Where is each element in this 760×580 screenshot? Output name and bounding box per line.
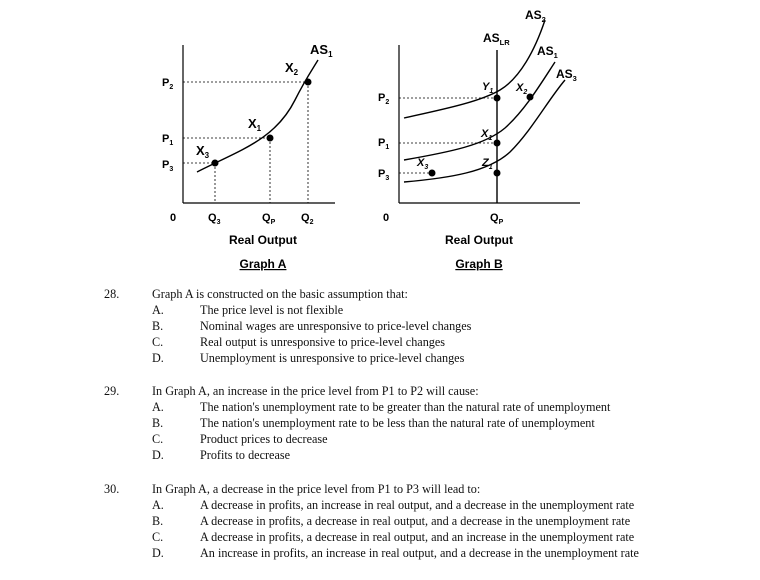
graph-a-qp-label: $Q_P$ xyxy=(262,212,276,226)
graph-b-title: Graph B xyxy=(455,257,503,271)
graph-b-point-x2 xyxy=(527,94,534,101)
option-text: Unemployment is unresponsive to price-level changes xyxy=(200,351,465,365)
graph-b-p1-label: $P_1$ xyxy=(378,137,390,151)
option-letter: C. xyxy=(152,530,164,544)
option-text: Nominal wages are unresponsive to price-level changes xyxy=(200,319,472,333)
option-text: An increase in profits, an increase in real output, and a decrease in the unemployment rate xyxy=(200,546,639,560)
graph-b-as1-label: $AS_1$ xyxy=(537,44,558,60)
graph-a-p2-label: $P_2$ xyxy=(162,77,174,91)
graph-a-x1-label: $X_1$ xyxy=(248,116,262,133)
graph-a-q3-label: $Q_3$ xyxy=(208,212,221,226)
option-letter: D. xyxy=(152,351,164,365)
graph-a-point-x3 xyxy=(212,160,219,167)
option-text: A decrease in profits, an increase in real output, and a decrease in the unemployment rate xyxy=(200,498,635,512)
graph-b-y1-label: $Y_1$ xyxy=(482,81,494,95)
graph-a-point-x2 xyxy=(305,79,312,86)
graph-a-x2-label: $X_2$ xyxy=(285,60,299,77)
option-letter: A. xyxy=(152,400,164,414)
option-letter: C. xyxy=(152,432,164,446)
option-text: A decrease in profits, a decrease in real output, and a decrease in the unemployment rate xyxy=(200,514,631,528)
question-number: 29. xyxy=(104,384,120,398)
option-letter: A. xyxy=(152,303,164,317)
graph-b-p3-label: $P_3$ xyxy=(378,168,390,182)
graph-b-as2-curve xyxy=(404,20,545,118)
graphs-figure xyxy=(0,0,760,285)
graph-a-as1-curve xyxy=(197,60,318,172)
graph-b xyxy=(378,8,580,271)
graph-a-as1-label: $AS_1$ xyxy=(310,42,333,59)
option-text: The nation's unemployment rate to be less than the natural rate of unemployment xyxy=(200,416,595,430)
graph-b-point-x1 xyxy=(494,140,501,147)
option-letter: B. xyxy=(152,514,164,528)
graph-b-qp-label: $Q_P$ xyxy=(490,212,504,226)
option-text: The price level is not flexible xyxy=(200,303,344,317)
graph-a-axis-label: Real Output xyxy=(229,233,297,247)
graph-b-origin: 0 xyxy=(383,212,390,224)
question-number: 30. xyxy=(104,482,120,496)
graph-b-p2-label: $P_2$ xyxy=(378,92,390,106)
graph-a-title: Graph A xyxy=(239,257,287,271)
option-letter: C. xyxy=(152,335,164,349)
graph-a-x3-label: $X_3$ xyxy=(196,143,210,160)
graph-b-as3-label: $AS_3$ xyxy=(556,67,577,83)
graph-a-q2-label: $Q_2$ xyxy=(301,212,314,226)
question-stem: Graph A is constructed on the basic assumption that: xyxy=(152,287,408,301)
option-text: A decrease in profits, a decrease in real output, and an increase in the unemployment rate xyxy=(200,530,635,544)
option-letter: D. xyxy=(152,546,164,560)
graph-b-as1-curve xyxy=(404,62,555,160)
option-text: The nation's unemployment rate to be greater than the natural rate of unemployment xyxy=(200,400,611,414)
graph-b-x1-label: $X_1$ xyxy=(481,128,493,142)
question-stem: In Graph A, a decrease in the price level from P1 to P3 will lead to: xyxy=(152,482,481,496)
option-letter: A. xyxy=(152,498,164,512)
graph-b-x2-label: $X_2$ xyxy=(516,82,528,96)
graph-a xyxy=(162,42,335,271)
graph-b-as2-label: $AS_2$ xyxy=(525,8,546,24)
question-stem: In Graph A, an increase in the price level from P1 to P2 will cause: xyxy=(152,384,479,398)
option-text: Product prices to decrease xyxy=(200,432,328,446)
graph-a-p1-label: $P_1$ xyxy=(162,133,174,147)
option-text: Profits to decrease xyxy=(200,448,291,462)
graph-a-origin: 0 xyxy=(170,212,177,224)
graph-b-point-z1 xyxy=(494,170,501,177)
option-letter: D. xyxy=(152,448,164,462)
option-text: Real output is unresponsive to price-level changes xyxy=(200,335,446,349)
graph-a-p3-label: $P_3$ xyxy=(162,159,174,173)
option-letter: B. xyxy=(152,416,164,430)
graph-a-point-x1 xyxy=(267,135,274,142)
graph-b-aslr-label: $AS_{LR}$ xyxy=(483,31,510,47)
graph-b-x3-label: $X_3$ xyxy=(417,157,429,171)
graph-b-z1-label: $Z_1$ xyxy=(482,157,493,171)
graph-b-axis-label: Real Output xyxy=(445,233,513,247)
question-number: 28. xyxy=(104,287,120,301)
graph-b-point-y1 xyxy=(494,95,501,102)
graph-b-point-x3 xyxy=(429,170,436,177)
option-letter: B. xyxy=(152,319,164,333)
